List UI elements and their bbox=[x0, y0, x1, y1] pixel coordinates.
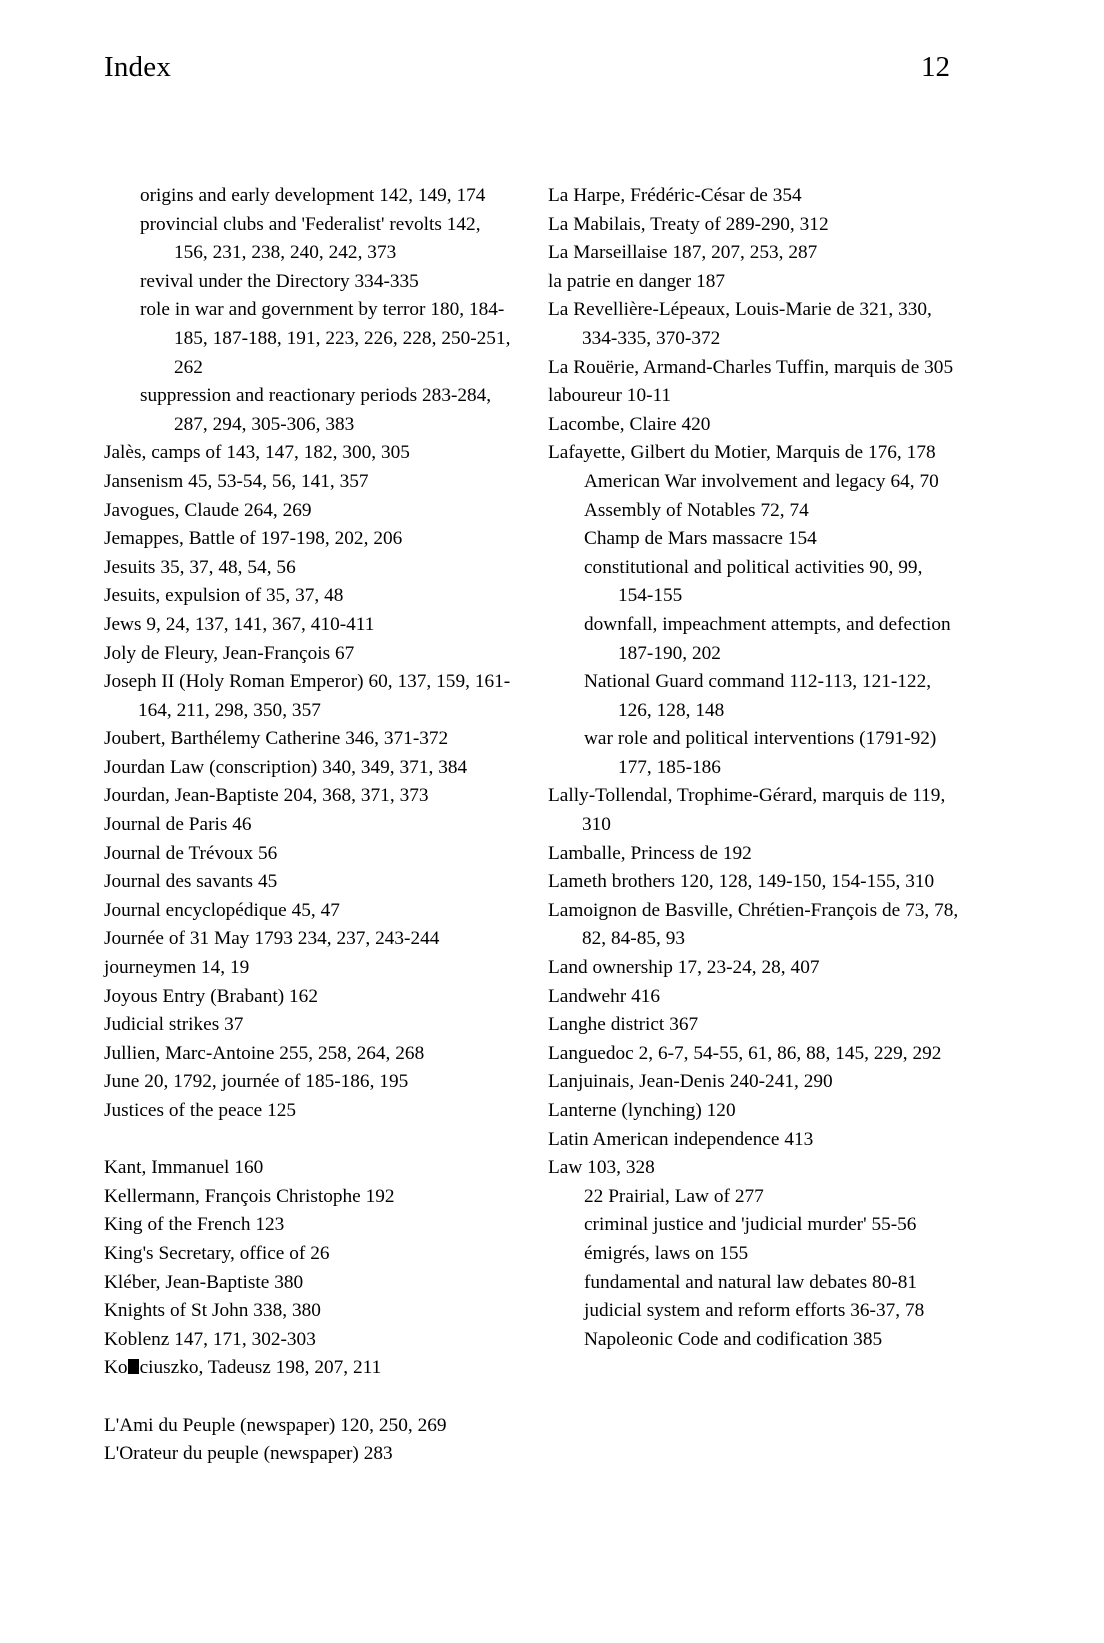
running-head bbox=[104, 50, 950, 85]
index-subentry: downfall, impeachment attempts, and defection 187-190, 202 bbox=[584, 613, 951, 664]
index-entry: Journal des savants 45 bbox=[104, 871, 278, 893]
index-entry: Jesuits 35, 37, 48, 54, 56 bbox=[104, 556, 296, 578]
index-entry: L'Ami du Peuple (newspaper) 120, 250, 269 bbox=[104, 1414, 447, 1436]
index-entry: Journal de Paris 46 bbox=[104, 814, 252, 836]
index-entry: Jesuits, expulsion of 35, 37, 48 bbox=[104, 585, 344, 607]
index-subentry: Assembly of Notables 72, 74 bbox=[584, 499, 809, 521]
index-entry: Jews 9, 24, 137, 141, 367, 410-411 bbox=[104, 613, 375, 635]
missing-glyph-box-icon bbox=[128, 1359, 139, 1374]
index-entry: Lafayette, Gilbert du Motier, Marquis de 176, 178 bbox=[548, 442, 936, 464]
index-entry: Joseph II (Holy Roman Emperor) 60, 137, 159, 161-164, 211, 298, 350, 357 bbox=[104, 671, 511, 721]
letter-section-gap bbox=[104, 1126, 516, 1155]
index-subentry: American War involvement and legacy 64, 70 bbox=[584, 470, 939, 492]
index-entry: Jansenism 45, 53-54, 56, 141, 357 bbox=[104, 470, 369, 492]
index-entry: Jalès, camps of 143, 147, 182, 300, 305 bbox=[104, 442, 410, 464]
index-entry: Joyous Entry (Brabant) 162 bbox=[104, 985, 318, 1007]
index-entry: Javogues, Claude 264, 269 bbox=[104, 499, 312, 521]
index-entry: Languedoc 2, 6-7, 54-55, 61, 86, 88, 145, 229, 292 bbox=[548, 1042, 942, 1064]
index-subentry: émigrés, laws on 155 bbox=[584, 1242, 749, 1264]
index-entry: Lacombe, Claire 420 bbox=[548, 413, 711, 435]
index-entry: La Rouërie, Armand-Charles Tuffin, marquis de 305 bbox=[548, 356, 954, 378]
index-entry: Kellermann, François Christophe 192 bbox=[104, 1185, 395, 1207]
index-entry: Kant, Immanuel 160 bbox=[104, 1157, 264, 1179]
index-entry bbox=[104, 1354, 516, 1383]
index-entry: La Mabilais, Treaty of 289-290, 312 bbox=[548, 213, 829, 235]
index-subentry: fundamental and natural law debates 80-81 bbox=[584, 1271, 917, 1293]
index-entry: Joubert, Barthélemy Catherine 346, 371-372 bbox=[104, 728, 449, 750]
index-entry: King of the French 123 bbox=[104, 1214, 285, 1236]
index-subentry: Napoleonic Code and codification 385 bbox=[584, 1328, 883, 1350]
index-subentry: provincial clubs and 'Federalist' revolts 142, 156, 231, 238, 240, 242, 373 bbox=[140, 213, 481, 264]
index-entry: Kléber, Jean-Baptiste 380 bbox=[104, 1271, 304, 1293]
index-entry: la patrie en danger 187 bbox=[548, 270, 726, 292]
index-body bbox=[104, 182, 960, 1469]
index-entry: Landwehr 416 bbox=[548, 985, 661, 1007]
index-entry: Jemappes, Battle of 197-198, 202, 206 bbox=[104, 528, 403, 550]
index-subentry: origins and early development 142, 149, 174 bbox=[140, 185, 486, 206]
index-entry: Lamoignon de Basville, Chrétien-François de 73, 78, 82, 84-85, 93 bbox=[548, 899, 959, 950]
index-subentry: constitutional and political activities 90, 99, 154-155 bbox=[584, 556, 923, 607]
index-entry: La Marseillaise 187, 207, 253, 287 bbox=[548, 242, 818, 264]
index-entry: Lameth brothers 120, 128, 149-150, 154-155, 310 bbox=[548, 871, 935, 893]
index-entry: Justices of the peace 125 bbox=[104, 1100, 297, 1121]
letter-section-gap bbox=[104, 1383, 516, 1412]
index-entry: journeymen 14, 19 bbox=[104, 957, 250, 979]
index-column-left bbox=[104, 182, 516, 1469]
index-subentry: Champ de Mars massacre 154 bbox=[584, 528, 817, 550]
index-subentry: revival under the Directory 334-335 bbox=[140, 270, 419, 292]
index-entry: Judicial strikes 37 bbox=[104, 1014, 244, 1036]
entry-text-after-missing-glyph: ciuszko, Tadeusz 198, 207, 211 bbox=[139, 1357, 382, 1379]
index-subentry: criminal justice and 'judicial murder' 55-56 bbox=[584, 1214, 917, 1236]
page-title: Index bbox=[104, 51, 172, 83]
index-subentry: judicial system and reform efforts 36-37, 78 bbox=[584, 1300, 925, 1322]
index-entry: Joly de Fleury, Jean-François 67 bbox=[104, 642, 355, 664]
index-entry: Lanjuinais, Jean-Denis 240-241, 290 bbox=[548, 1071, 833, 1093]
index-entry: Lanterne (lynching) 120 bbox=[548, 1100, 736, 1121]
index-entry: laboureur 10-11 bbox=[548, 385, 672, 407]
index-entry: L'Orateur du peuple (newspaper) 283 bbox=[104, 1443, 393, 1465]
index-entry: Journal encyclopédique 45, 47 bbox=[104, 899, 340, 921]
index-entry: Journée of 31 May 1793 234, 237, 243-244 bbox=[104, 928, 440, 950]
index-entry: Jullien, Marc-Antoine 255, 258, 264, 268 bbox=[104, 1042, 425, 1064]
index-column-right bbox=[548, 182, 960, 1354]
index-entry: La Revellière-Lépeaux, Louis-Marie de 321, 330, 334-335, 370-372 bbox=[548, 299, 932, 349]
index-entry: June 20, 1792, journée of 185-186, 195 bbox=[104, 1071, 409, 1093]
index-entry: Lally-Tollendal, Trophime-Gérard, marquis de 119, 310 bbox=[548, 785, 946, 836]
page-number: 12 bbox=[921, 51, 950, 83]
index-entry: Land ownership 17, 23-24, 28, 407 bbox=[548, 957, 820, 979]
index-entry: Knights of St John 338, 380 bbox=[104, 1300, 321, 1322]
index-subentry: war role and political interventions (1791-92) 177, 185-186 bbox=[584, 728, 937, 778]
index-entry: Jourdan, Jean-Baptiste 204, 368, 371, 373 bbox=[104, 785, 429, 807]
index-subentry: role in war and government by terror 180, 184-185, 187-188, 191, 223, 226, 228, 250-251, 262 bbox=[140, 299, 511, 378]
index-entry: La Harpe, Frédéric-César de 354 bbox=[548, 185, 802, 206]
index-entry: Lamballe, Princess de 192 bbox=[548, 842, 752, 864]
entry-text-before-missing-glyph: Ko bbox=[104, 1357, 128, 1379]
index-entry: Jourdan Law (conscription) 340, 349, 371, 384 bbox=[104, 756, 468, 778]
index-entry: Koblenz 147, 171, 302-303 bbox=[104, 1328, 316, 1350]
index-entry: Law 103, 328 bbox=[548, 1157, 655, 1179]
index-subentry: National Guard command 112-113, 121-122, 126, 128, 148 bbox=[584, 671, 932, 721]
index-entry: Langhe district 367 bbox=[548, 1014, 699, 1036]
index-subentry: suppression and reactionary periods 283-284, 287, 294, 305-306, 383 bbox=[140, 385, 492, 435]
index-entry: King's Secretary, office of 26 bbox=[104, 1242, 330, 1264]
index-subentry: 22 Prairial, Law of 277 bbox=[584, 1185, 764, 1207]
index-entry: Latin American independence 413 bbox=[548, 1128, 814, 1150]
index-entry: Journal de Trévoux 56 bbox=[104, 842, 278, 864]
